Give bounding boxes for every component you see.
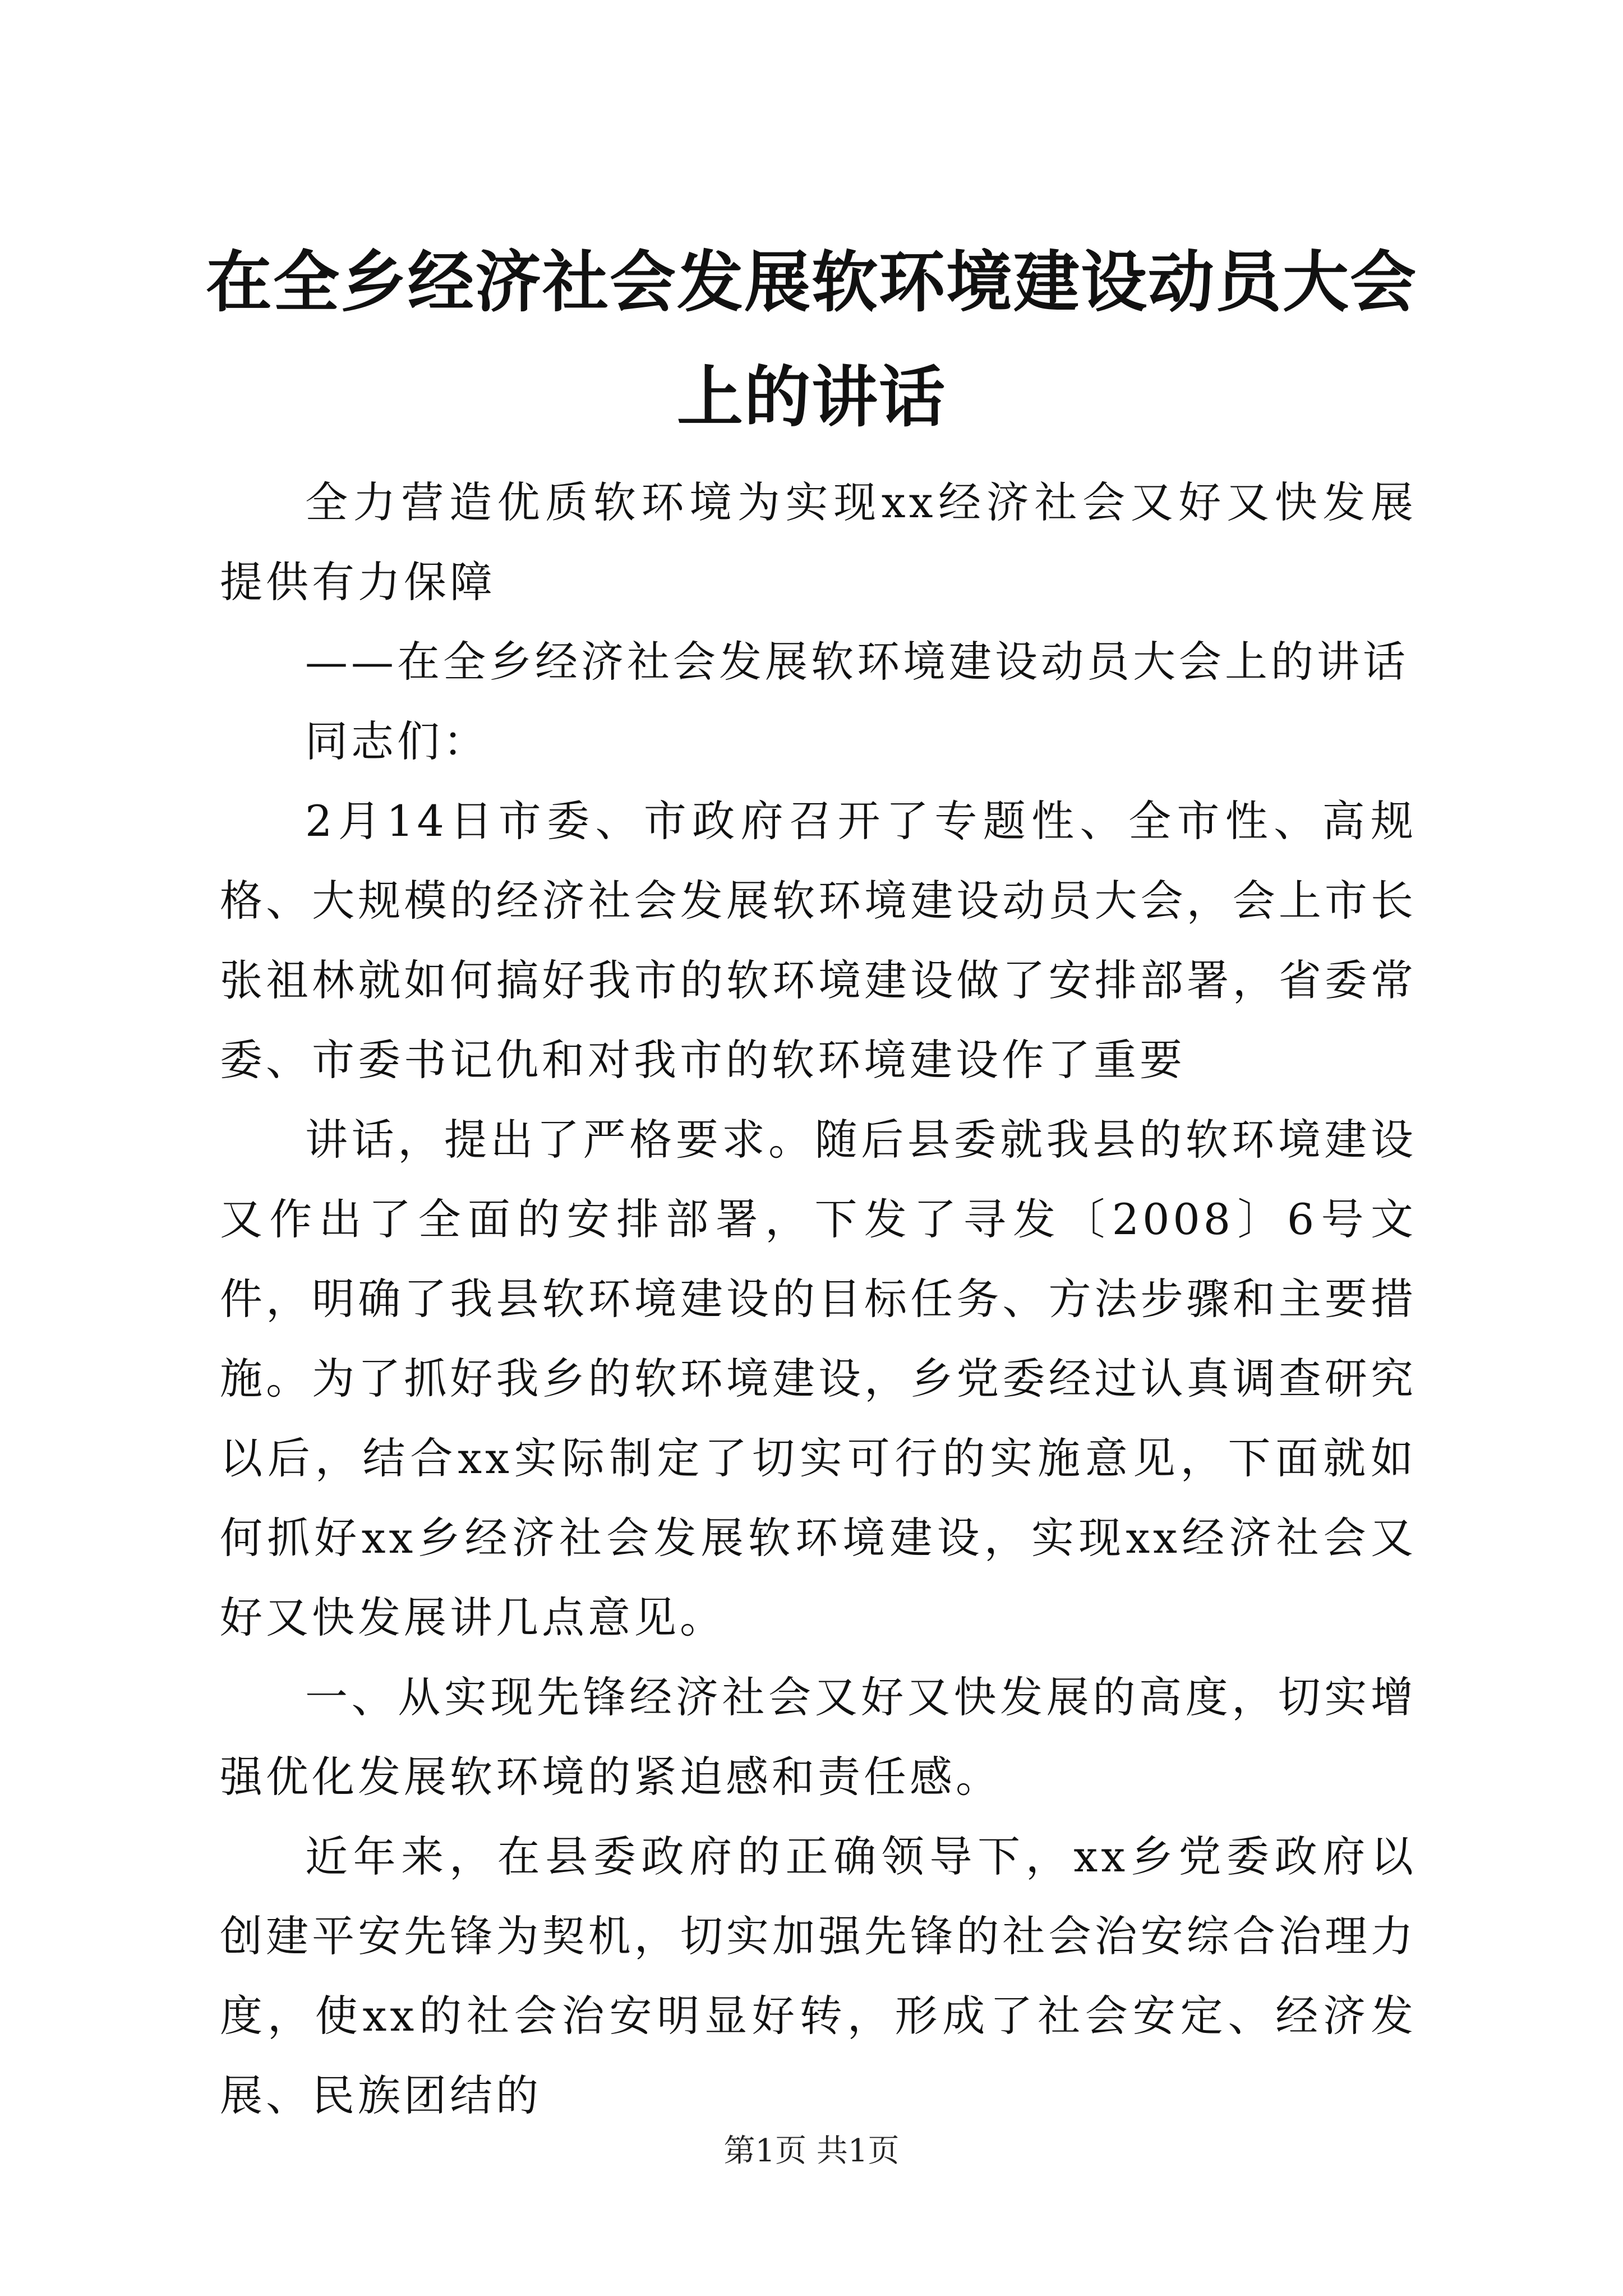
paragraph-subtitle: 全力营造优质软环境为实现xx经济社会又好又快发展提供有力保障 — [220, 477, 1417, 607]
document-title: 在全乡经济社会发展软环境建设动员大会上的讲话 — [205, 243, 1417, 436]
paragraph: 2月14日市委、市政府召开了专题性、全市性、高规格、大规模的经济社会发展软环境建设动员大会，会上市长张祖林就如何搞好我市的软环境建设做了安排部署，省委常委、市委书记仇和对我市的软环境建设作了重要 — [220, 796, 1417, 1085]
paragraph: 近年来，在县委政府的正确领导下，xx乡党委政府以创建平安先锋为契机，切实加强先锋的社会治安综合治理力度，使xx的社会治安明显好转，形成了社会安定、经济发展、民族团结的 — [220, 1832, 1417, 2120]
paragraph-salutation: 同志们： — [305, 716, 489, 766]
paragraph-section-heading: 一、从实现先锋经济社会又好又快发展的高度，切实增强优化发展软环境的紧迫感和责任感。 — [220, 1672, 1417, 1802]
paragraph-speech-title: ——在全乡经济社会发展软环境建设动员大会上的讲话 — [305, 637, 1409, 687]
paragraph: 讲话，提出了严格要求。随后县委就我县的软环境建设又作出了全面的安排部署，下发了寻发〔2008〕6号文件，明确了我县软环境建设的目标任务、方法步骤和主要措施。为了抓好我乡的软环境建设，乡党委经过认真调查研究以后，结合xx实际制定了切实可行的实施意见，下面就如何抓好xx乡经济社会发展软环境建设，实现xx经济社会又好又快发展讲几点意见。 — [220, 1115, 1417, 1642]
page-footer: 第1页 共1页 — [723, 2133, 900, 2169]
document-body — [220, 463, 1417, 2136]
